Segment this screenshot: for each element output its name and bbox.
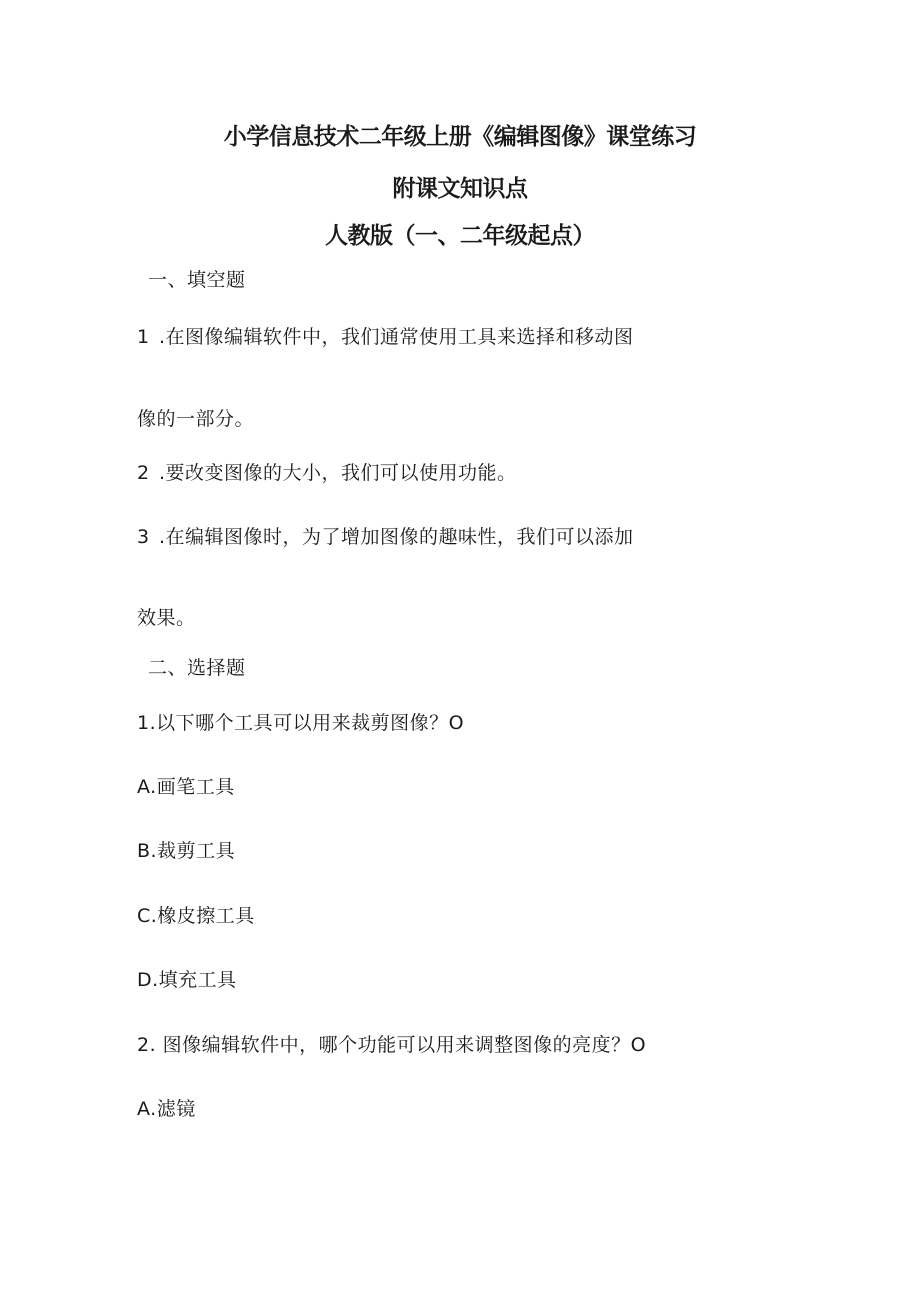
choice-question-2: 2. 图像编辑软件中，哪个功能可以用来调整图像的亮度？O	[137, 1034, 647, 1056]
document-subtitle: 附课文知识点	[392, 176, 528, 202]
choice-option: C.橡皮擦工具	[137, 905, 255, 927]
document-title: 小学信息技术二年级上册《编辑图像》课堂练习	[223, 124, 697, 150]
fill-blank-question-3	[137, 522, 634, 549]
question-number: 3	[137, 526, 150, 548]
question-text: .要改变图像的大小，我们可以使用功能。	[159, 462, 517, 484]
section-heading-fill-blanks: 一、填空题	[148, 269, 246, 291]
question-number: 1	[137, 326, 150, 348]
choice-option: A.滤镜	[137, 1098, 196, 1120]
section-heading-multiple-choice: 二、选择题	[148, 657, 246, 679]
fill-blank-question-3-continued: 效果。	[137, 607, 196, 629]
fill-blank-question-1	[137, 322, 634, 349]
question-text: .在图像编辑软件中，我们通常使用工具来选择和移动图	[159, 326, 634, 348]
fill-blank-question-1-continued: 像的一部分。	[137, 408, 255, 430]
fill-blank-question-2	[137, 458, 517, 485]
question-text: .在编辑图像时，为了增加图像的趣味性，我们可以添加	[159, 526, 634, 548]
question-number: 2	[137, 462, 150, 484]
choice-option: D.填充工具	[137, 969, 237, 991]
choice-option: B.裁剪工具	[137, 840, 236, 862]
choice-question-1: 1.以下哪个工具可以用来裁剪图像？O	[137, 712, 465, 734]
choice-option: A.画笔工具	[137, 776, 235, 798]
document-edition: 人教版（一、二年级起点）	[325, 223, 595, 249]
